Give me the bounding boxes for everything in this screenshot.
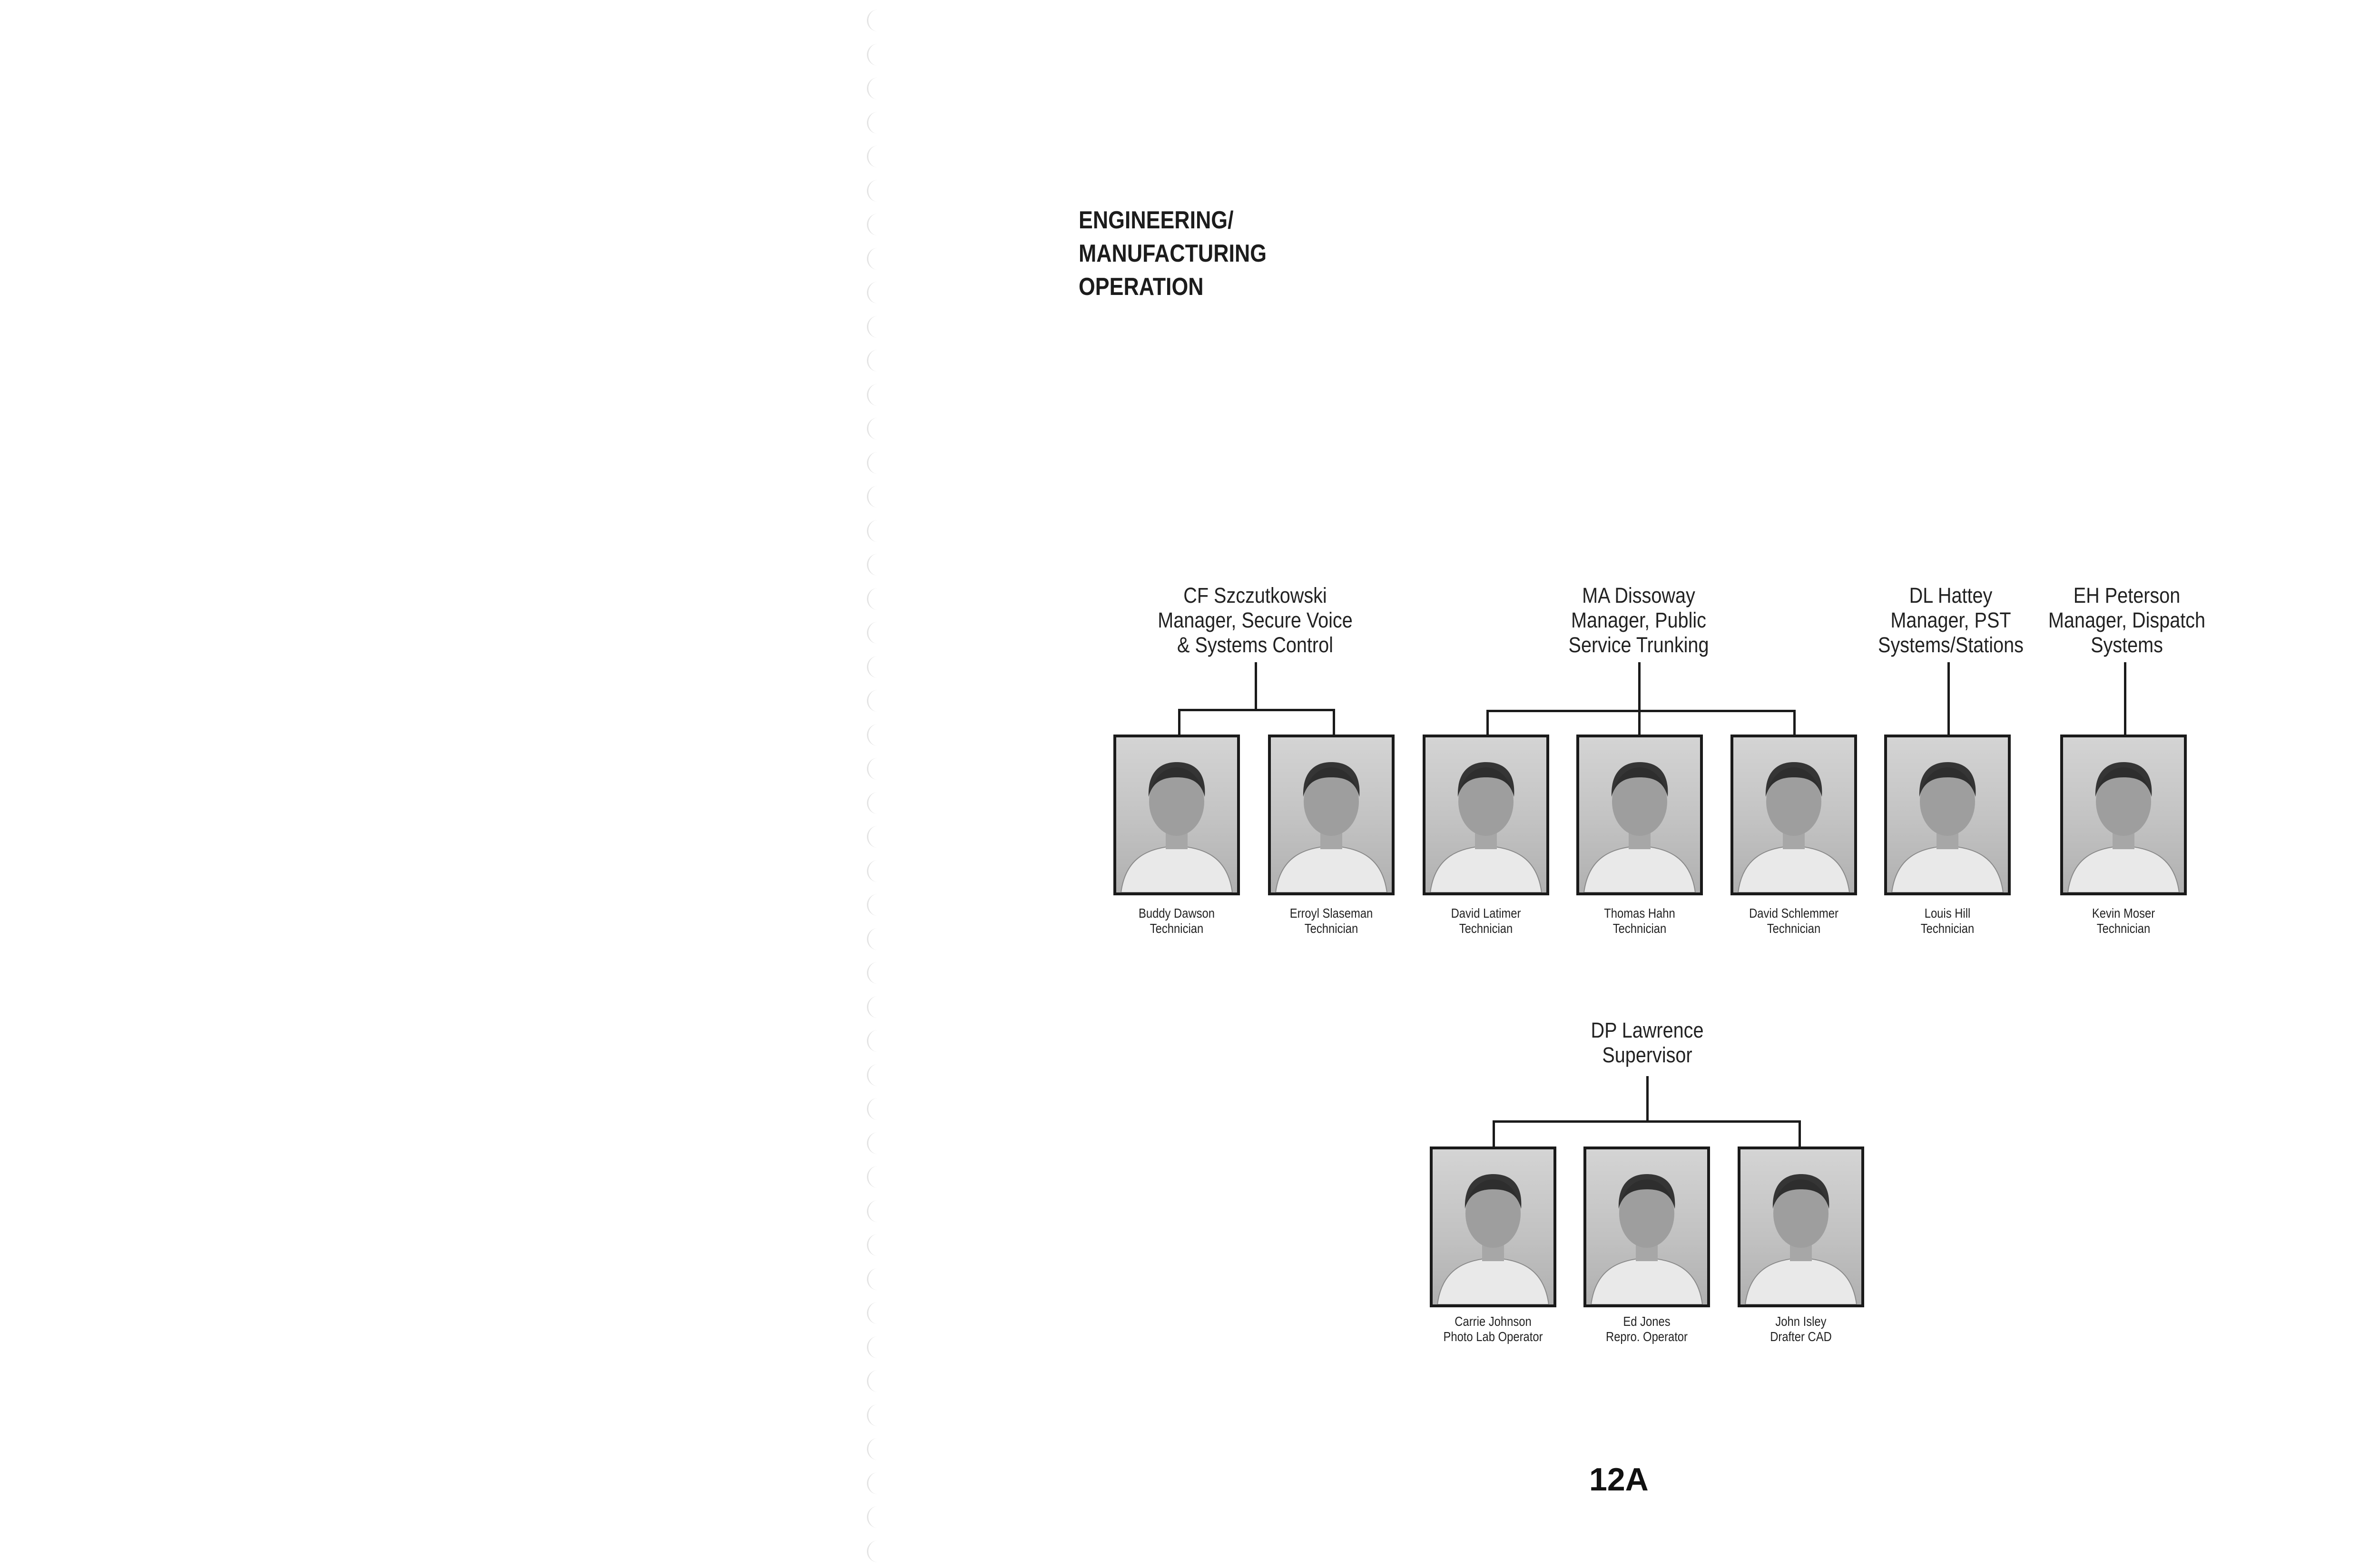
staff-title: Technician bbox=[1612, 921, 1667, 936]
staff-name: David Latimer bbox=[1451, 906, 1521, 921]
staff-name: Ed Jones bbox=[1623, 1314, 1671, 1329]
org-connector-line bbox=[1255, 662, 1257, 710]
binding-hole bbox=[867, 588, 880, 610]
staff-title: Photo Lab Operator bbox=[1443, 1329, 1543, 1344]
manager-name: DL Hattey bbox=[1909, 583, 1993, 608]
binding-hole bbox=[867, 860, 880, 882]
binding-hole bbox=[867, 1370, 880, 1392]
manager-role: Service Trunking bbox=[1568, 633, 1709, 657]
staff-title: Technician bbox=[2096, 921, 2151, 936]
portrait-silhouette bbox=[2063, 737, 2184, 892]
binding-hole bbox=[867, 214, 880, 235]
org-connector-line bbox=[1793, 710, 1796, 736]
manager-role: Systems/Stations bbox=[1878, 633, 2024, 657]
binding-hole bbox=[867, 1472, 880, 1494]
staff-caption bbox=[1563, 906, 1717, 936]
binding-hole bbox=[867, 350, 880, 372]
portrait-photo bbox=[1576, 735, 1703, 895]
binding-hole bbox=[867, 452, 880, 474]
manager-name: CF Szczutkowski bbox=[1183, 583, 1327, 608]
binding-hole bbox=[867, 894, 880, 916]
binding-hole bbox=[867, 1064, 880, 1086]
binding-hole bbox=[867, 384, 880, 406]
title-line: ENGINEERING/ bbox=[1079, 206, 1234, 234]
title-line: OPERATION bbox=[1079, 273, 1204, 301]
portrait-silhouette bbox=[1579, 737, 1700, 892]
manager-name: DP Lawrence bbox=[1591, 1018, 1704, 1042]
portrait-photo bbox=[1583, 1147, 1710, 1307]
binding-hole bbox=[867, 1268, 880, 1290]
org-connector-line bbox=[1486, 710, 1796, 712]
staff-name: Kevin Moser bbox=[2092, 906, 2155, 921]
manager-name: MA Dissoway bbox=[1582, 583, 1695, 608]
staff-caption bbox=[1416, 1314, 1570, 1344]
title-line: MANUFACTURING bbox=[1079, 240, 1267, 267]
binding-hole bbox=[867, 146, 880, 167]
binding-hole bbox=[867, 520, 880, 542]
org-connector-line bbox=[2124, 662, 2126, 736]
staff-title: Technician bbox=[1920, 921, 1975, 936]
binding-hole bbox=[867, 792, 880, 814]
org-connector-line bbox=[1178, 709, 1335, 711]
staff-caption bbox=[1717, 906, 1871, 936]
portrait-silhouette bbox=[1116, 737, 1237, 892]
org-connector-line bbox=[1486, 710, 1489, 736]
manager-role: Systems bbox=[2091, 633, 2163, 657]
portrait-photo bbox=[1730, 735, 1857, 895]
portrait-silhouette bbox=[1586, 1149, 1707, 1304]
binding-hole bbox=[867, 690, 880, 712]
binding-hole bbox=[867, 1506, 880, 1528]
staff-title: Technician bbox=[1304, 921, 1358, 936]
portrait-silhouette bbox=[1740, 1149, 1861, 1304]
org-connector-line bbox=[1799, 1120, 1801, 1148]
org-connector-line bbox=[1333, 709, 1335, 736]
binding-hole bbox=[867, 1540, 880, 1562]
staff-name: Erroyl Slaseman bbox=[1289, 906, 1373, 921]
portrait-photo bbox=[1113, 735, 1240, 895]
binding-hole bbox=[867, 1166, 880, 1188]
org-connector-line bbox=[1493, 1120, 1801, 1123]
staff-name: David Schlemmer bbox=[1749, 906, 1838, 921]
binding-hole bbox=[867, 1438, 880, 1460]
binding-hole bbox=[867, 962, 880, 984]
manager-role: Manager, Dispatch bbox=[2048, 608, 2206, 632]
staff-name: Louis Hill bbox=[1924, 906, 1971, 921]
manager-dissoway bbox=[1530, 583, 1748, 657]
staff-caption bbox=[1409, 906, 1563, 936]
binding-hole bbox=[867, 724, 880, 746]
manager-peterson bbox=[2018, 583, 2236, 657]
binding-hole bbox=[867, 1302, 880, 1324]
portrait-photo bbox=[1884, 735, 2011, 895]
binding-hole bbox=[867, 282, 880, 304]
staff-name: Thomas Hahn bbox=[1604, 906, 1675, 921]
manager-role: & Systems Control bbox=[1177, 633, 1333, 657]
portrait-silhouette bbox=[1271, 737, 1392, 892]
staff-title: Technician bbox=[1767, 921, 1821, 936]
binding-hole bbox=[867, 112, 880, 134]
binding-hole bbox=[867, 1234, 880, 1256]
binding-hole bbox=[867, 248, 880, 270]
binding-holes bbox=[856, 0, 885, 1568]
binding-hole bbox=[867, 316, 880, 338]
portrait-photo bbox=[1430, 1147, 1556, 1307]
portrait-silhouette bbox=[1733, 737, 1854, 892]
manager-role: Supervisor bbox=[1602, 1043, 1692, 1067]
binding-hole bbox=[867, 1404, 880, 1426]
staff-title: Technician bbox=[1150, 921, 1204, 936]
page-title bbox=[1079, 204, 1267, 304]
binding-hole bbox=[867, 10, 880, 31]
binding-hole bbox=[867, 418, 880, 440]
staff-caption bbox=[1724, 1314, 1878, 1344]
manager-name: EH Peterson bbox=[2073, 583, 2181, 608]
portrait-photo bbox=[2060, 735, 2187, 895]
portrait-photo bbox=[1268, 735, 1395, 895]
binding-hole bbox=[867, 554, 880, 576]
portrait-photo bbox=[1423, 735, 1549, 895]
staff-title: Repro. Operator bbox=[1606, 1329, 1688, 1344]
manager-lawrence bbox=[1538, 1018, 1756, 1068]
binding-hole bbox=[867, 622, 880, 644]
binding-hole bbox=[867, 180, 880, 202]
staff-caption bbox=[1570, 1314, 1724, 1344]
staff-caption bbox=[1100, 906, 1254, 936]
org-connector-line bbox=[1646, 1076, 1649, 1123]
binding-hole bbox=[867, 486, 880, 508]
binding-hole bbox=[867, 1132, 880, 1154]
portrait-silhouette bbox=[1887, 737, 2008, 892]
manager-role: Manager, Secure Voice bbox=[1158, 608, 1353, 632]
portrait-photo bbox=[1738, 1147, 1864, 1307]
binding-hole bbox=[867, 1098, 880, 1120]
binding-hole bbox=[867, 928, 880, 950]
binding-hole bbox=[867, 44, 880, 66]
binding-hole bbox=[867, 996, 880, 1018]
staff-name: Buddy Dawson bbox=[1138, 906, 1215, 921]
binding-hole bbox=[867, 1336, 880, 1358]
binding-hole bbox=[867, 1030, 880, 1052]
staff-title: Drafter CAD bbox=[1770, 1329, 1832, 1344]
binding-hole bbox=[867, 1200, 880, 1222]
binding-hole bbox=[867, 758, 880, 780]
portrait-silhouette bbox=[1433, 1149, 1553, 1304]
staff-name: Carrie Johnson bbox=[1455, 1314, 1532, 1329]
staff-caption bbox=[1255, 906, 1408, 936]
binding-hole bbox=[867, 78, 880, 99]
org-connector-line bbox=[1493, 1120, 1495, 1148]
staff-title: Technician bbox=[1459, 921, 1513, 936]
manager-role: Manager, PST bbox=[1890, 608, 2011, 632]
org-connector-line bbox=[1947, 662, 1950, 736]
staff-caption bbox=[1871, 906, 2025, 936]
staff-name: John Isley bbox=[1775, 1314, 1827, 1329]
manager-szczutkowski bbox=[1146, 583, 1364, 657]
org-connector-line bbox=[1638, 662, 1641, 736]
portrait-silhouette bbox=[1425, 737, 1546, 892]
staff-caption bbox=[2047, 906, 2201, 936]
binding-hole bbox=[867, 826, 880, 848]
page-number: 12A bbox=[1589, 1461, 1649, 1498]
binding-hole bbox=[867, 656, 880, 678]
manager-role: Manager, Public bbox=[1571, 608, 1706, 632]
org-connector-line bbox=[1178, 709, 1180, 736]
